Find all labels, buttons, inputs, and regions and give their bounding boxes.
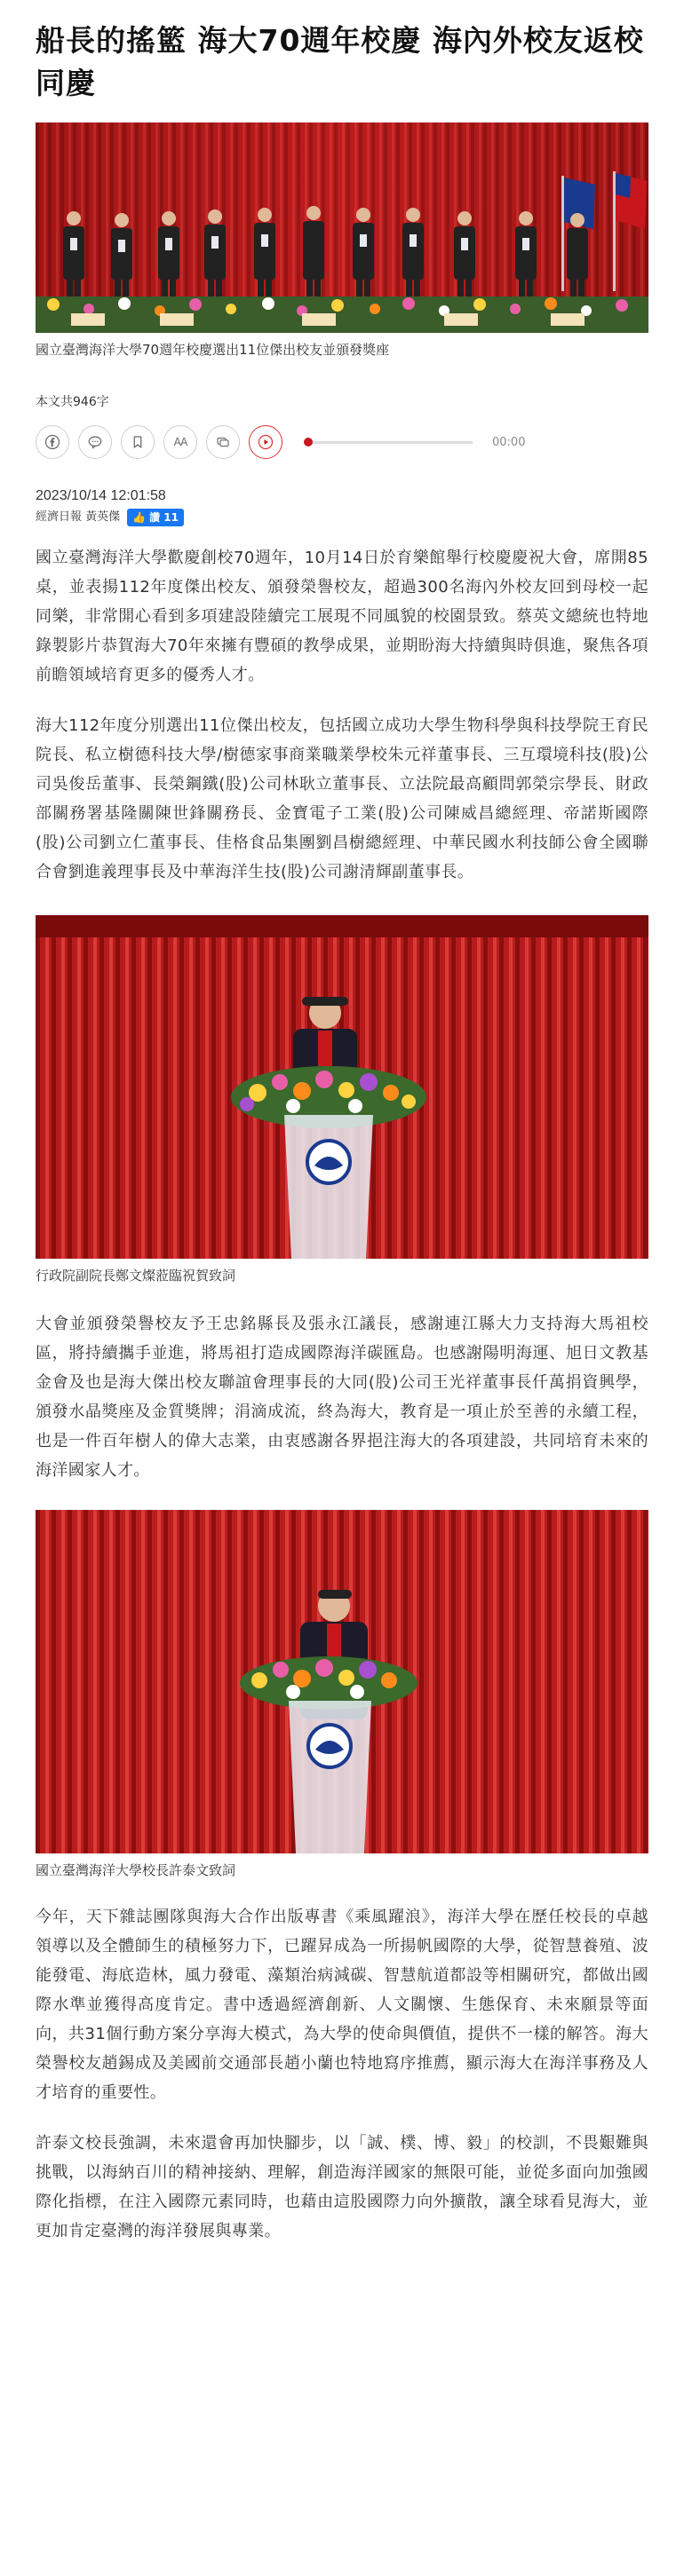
vice-premier-photo-image bbox=[36, 915, 648, 1259]
play-icon bbox=[258, 434, 274, 450]
paragraph-4: 今年，天下雜誌團隊與海大合作出版專書《乘風躍浪》，海洋大學在歷任校長的卓越領導以及全體師生的積極努力下，已躍昇成為一所揚帆國際的大學，從智慧養殖、波能發電、海底造林，風力發電、藻類治病減碳、智慧航道都設等相關研究，都做出國際水準並獲得高度肯定。書中透過經濟創新、人文關懷、生態保育、未來願景等面向，共31個行動方案分享海大模式，為大學的使命與價值，提供不一樣的解答。海大榮譽校友趙錫成及美國前交通部長趙小蘭也特地寫序推薦，顯示海大在海洋事務及人才培育的重要性。 bbox=[36, 1908, 648, 2102]
award-photo bbox=[36, 122, 648, 333]
byline-row bbox=[36, 508, 648, 527]
line-icon bbox=[87, 434, 103, 450]
font-size-icon: AA bbox=[173, 436, 187, 448]
bookmark-icon bbox=[130, 434, 146, 450]
audio-time: 00:00 bbox=[492, 435, 526, 449]
audio-progress-knob[interactable] bbox=[304, 438, 313, 446]
vice-premier-photo bbox=[36, 915, 648, 1259]
like-count: 11 bbox=[163, 511, 179, 524]
like-label: 讚 bbox=[149, 511, 161, 524]
bookmark-button[interactable] bbox=[121, 425, 155, 459]
vice-premier-photo-caption: 行政院副院長鄭文燦蒞臨祝賀致詞 bbox=[36, 1268, 236, 1284]
article-toolbar bbox=[36, 424, 648, 460]
paragraph-1: 國立臺灣海洋大學歡慶創校70週年，10月14日於育樂館舉行校慶慶祝大會，席開85桌，並表揚112年度傑出校友、頒發榮譽校友，超過300名海內外校友回到母校一起同樂，非常開心看到多項建設陸續完工展現不同風貌的校園景致。蔡英文總統也特地錄製影片恭賀海大70年來擁有豐碩的教學成果，並期盼海大持續與時俱進，聚焦各項前瞻領域培育更多的優秀人才。 bbox=[36, 549, 648, 684]
font-size-button[interactable] bbox=[163, 425, 197, 459]
paragraph-2: 海大112年度分別選出11位傑出校友，包括國立成功大學生物科學與科技學院王育民院長、私立樹德科技大學/樹德家事商業職業學校朱元祥董事長、三互環境科技(股)公司吳俊岳董事、長榮鋼鐵(股)公司林耿立董事長、立法院最高顧問郭榮宗學長、財政部關務署基隆關陳世鋒關務長、金寶電子工業(股)公司陳威昌總經理、帝諾斯國際(股)公司劉立仁董事長、佳格食品集團劉昌樹總經理、中華民國水利技師公會全國聯合會劉進義理事長及中華海洋生技(股)公司謝清輝副董事長。 bbox=[36, 716, 648, 881]
facebook-icon bbox=[44, 434, 60, 450]
facebook-like-button[interactable] bbox=[127, 509, 184, 526]
president-photo bbox=[36, 1510, 648, 1853]
thumbs-up-icon: 👍 bbox=[132, 511, 147, 524]
publish-datetime: 2023/10/14 12:01:58 bbox=[36, 488, 166, 503]
article-meta bbox=[36, 486, 648, 527]
paragraph-3: 大會並頒發榮譽校友予王忠銘縣長及張永江議長，感謝連江縣大力支持海大馬祖校區，將持續攜手並進，將馬祖打造成國際海洋碳匯島。也感謝陽明海運、旭日文教基金會及也是海大傑出校友聯誼會理事長的大同(股)公司王光祥董事長仟萬捐資興學，頒發水晶獎座及金質獎牌；涓滴成流，終為海大，教育是一項止於至善的永續工程，也是一件百年樹人的偉大志業，由衷感謝各界挹注海大的各項建設，共同培育未來的海洋國家人才。 bbox=[36, 1315, 648, 1480]
word-count: 本文共946字 bbox=[36, 395, 109, 409]
award-photo-image bbox=[36, 122, 648, 333]
president-photo-image bbox=[36, 1510, 648, 1853]
award-photo-caption: 國立臺灣海洋大學70週年校慶選出11位傑出校友並頒發獎座 bbox=[36, 342, 390, 358]
comment-icon bbox=[215, 434, 231, 450]
paragraph-5: 許泰文校長強調，未來還會再加快腳步，以「誠、樸、博、毅」的校訓，不畏艱難與挑戰，以海納百川的精神接納、理解，創造海洋國家的無限可能，並從多面向加強國際化指標，在注入國際元素同時，也藉由這股國際力向外擴散，讓全球看見海大，並更加肯定臺灣的海洋發展與專業。 bbox=[36, 2134, 648, 2240]
author-byline: 經濟日報 黃英傑 bbox=[36, 510, 121, 524]
president-photo-caption: 國立臺灣海洋大學校長許泰文致詞 bbox=[36, 1862, 236, 1878]
comment-button[interactable] bbox=[206, 425, 240, 459]
article-title: 船長的搖籃 海大70週年校慶 海內外校友返校同慶 bbox=[36, 23, 644, 100]
audio-play-button[interactable] bbox=[249, 425, 282, 459]
facebook-share-button[interactable] bbox=[36, 425, 69, 459]
audio-progress-bar[interactable] bbox=[304, 441, 473, 444]
line-share-button[interactable] bbox=[78, 425, 112, 459]
